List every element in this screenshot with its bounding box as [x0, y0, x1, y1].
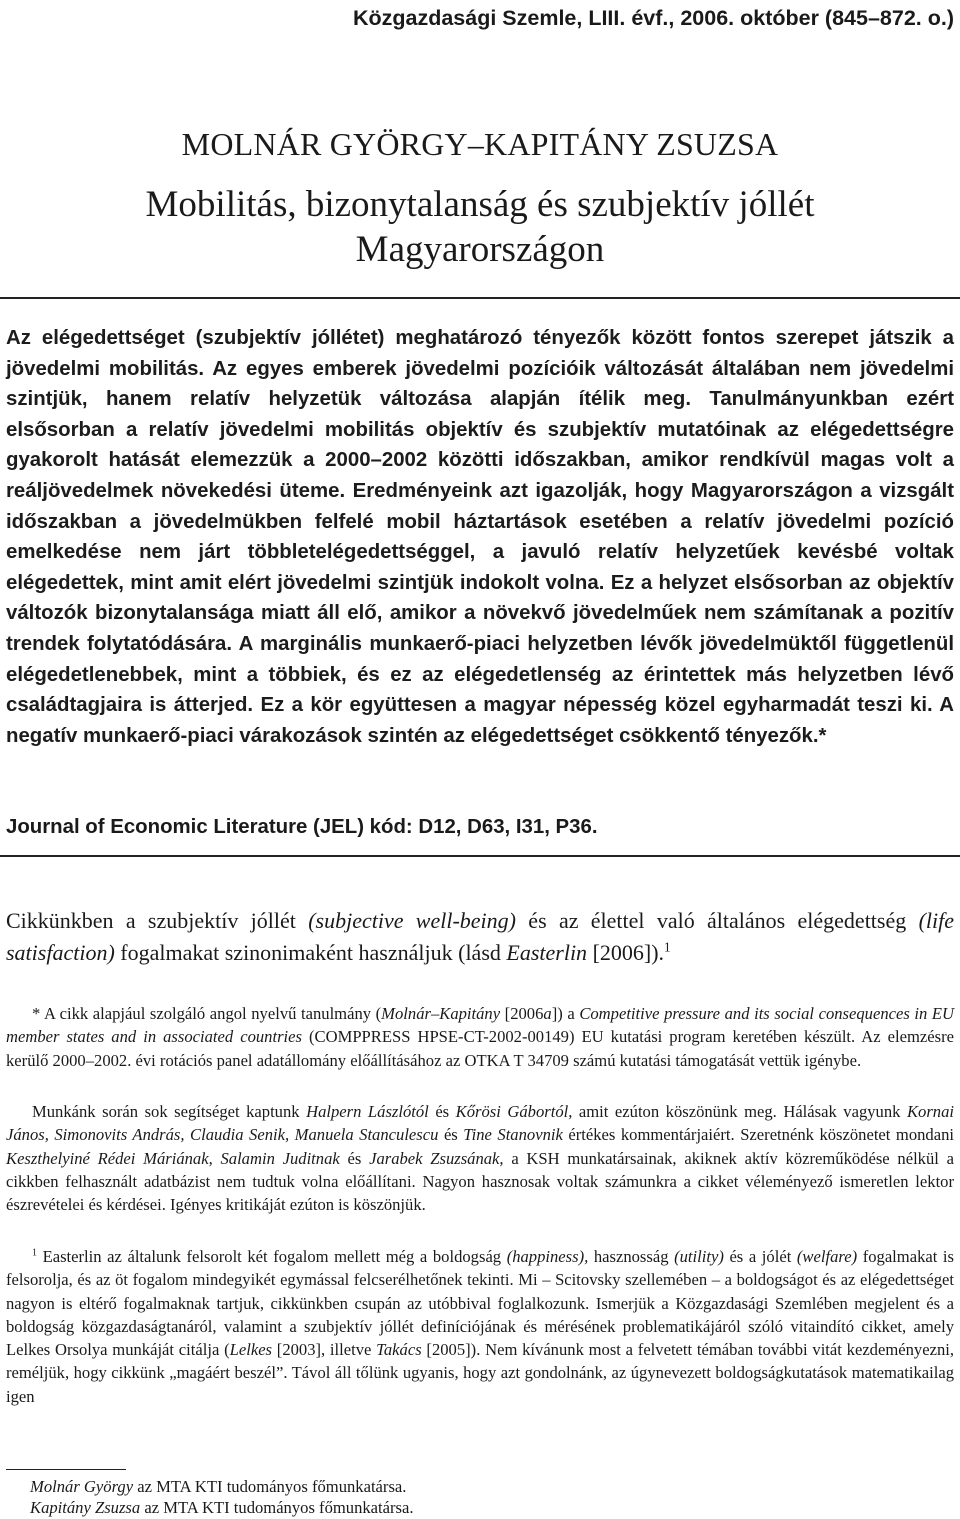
- abstract-bottom-rule: [0, 855, 960, 857]
- article-authors: MOLNÁR GYÖRGY–KAPITÁNY ZSUZSA: [181, 126, 779, 162]
- affiliation-2: Kapitány Zsuzsa az MTA KTI tudományos főmunkatársa.: [30, 1498, 414, 1517]
- title-line-2: Magyarországon: [355, 229, 605, 270]
- footnote-acknowledgements: Munkánk során sok segítséget kaptunk Halpern Lászlótól és Kőrösi Gábortól, amit ezúton köszönünk meg. Hálásak vagyunk Kornai János, Simonovits András, Claudia Senik, Manuela Stanculescu és Tine Stanovnik értékes kommentárjaiért. Szeretnénk köszönetet mondani Keszthelyiné Rédei Máriának, Salamin Juditnak és Jarabek Zsuzsának, a KSH munkatársainak, akiknek aktív közreműködése nélkül a cikkben felhasznált adatbázist nem tudtuk volna előállítani. Nagyon hasznosak voltak számunkra a cikket véleményező ismeretlen lektor észrevételei és kérdései. Igényes kritikáját ezúton is köszönjük.: [6, 1102, 954, 1215]
- journal-citation: Közgazdasági Szemle, LIII. évf., 2006. október (845–872. o.): [352, 6, 954, 30]
- affiliation-1: Molnár György az MTA KTI tudományos főmunkatársa.: [30, 1477, 407, 1496]
- article-title: [40, 182, 920, 272]
- title-line-1: Mobilitás, bizonytalanság és szubjektív jóllét: [145, 184, 815, 225]
- abstract-text: Az elégedettséget (szubjektív jóllétet) meghatározó tényezők között fontos szerepet játszik a jövedelmi mobilitás. Az egyes emberek jövedelmi pozícióik változását általában nem jövedelmi szintjük, hanem relatív helyzetük változása alapján ítélik meg. Tanulmányunkban ezért elsősorban a relatív jövedelmi mobilitás objektív és szubjektív mutatóinak az elégedettségre gyakorolt hatását elemezzük a 2000–2002 közötti időszakban, amikor rendkívül magas volt a reáljövedelmek növekedési üteme. Eredményeink azt igazolják, hogy Magyarországon a vizsgált időszakban a jövedelmükben felfelé mobil háztartások esetében a relatív jövedelmi pozíció emelkedése nem járt többletelégedettséggel, a javuló relatív helyzetűek kevésbé voltak elégedettek, mint amit elért jövedelmi szintjük indokolt volna. Ez a helyzet elsősorban az objektív változók bizonytalansága miatt áll elő, amikor a növekvő jövedelműek nem számítanak a pozitív trendek folytatódására. A marginális munkaerő-piaci helyzetben lévők jövedelmüktől függetlenül elégedetlenebbek, mint a többiek, és ez az elégedetlenség az érintettek más helyzetben lévő családtagjaira is átterjed. Ez a kör együttesen a magyar népesség közel egyharmadát teszi ki. A negatív munkaerő-piaci várakozások szintén az elégedettséget csökkentő tényezők.*: [6, 327, 954, 747]
- footnote-star: * A cikk alapjául szolgáló angol nyelvű tanulmány (Molnár–Kapitány [2006a]) a Competitive pressure and its social consequences in EU member states and in associated countries (COMPPRESS HPSE-CT-2002-00149) EU kutatási program keretében készült. Az elemzésre kerülő 2000–2002. évi rotációs panel adatállomány előállításához az OTKA T 34709 számú kutatási támogatását vettük igénybe.: [6, 1004, 955, 1070]
- footnote-ref-1: 1: [664, 939, 671, 955]
- footnote-1: $^1$ Easterlin az általunk felsorolt két fogalom mellett még a boldogság (happiness), hasznosság (utility) és a jólét (welfare) fogalmakat is felsorolja, és az öt fogalom mindegyikét egymással felcserélhetőnek tekinti. Mi – Scitovsky szellemében – a boldogságot és az elégedettséget nagyon is eltérő fogalmaknak tartjuk, cikkünkben csupán az utóbbival foglalkozunk. Ismerjük a Közgazdasági Szemlében megjelent és a boldogság közgazdaságtanáról, valamint a szubjektív jóllét definíciójának és mérésének problematikájáról szóló vitaindító cikket, amely Lelkes Orsolya munkáját citálja (Lelkes [2003], illetve Takács [2005]). Nem kívánunk most a felvetett témában további vitát kezdeményezni, reméljük, hogy cikkünk „magáért beszél”. Távol áll tőlünk ugyanis, hogy azt gondolnánk, az úgynevezett boldogságkutatások matematikailag igen: [6, 1247, 954, 1406]
- affiliation-rule: [6, 1469, 126, 1470]
- jel-codes: Journal of Economic Literature (JEL) kód: D12, D63, I31, P36.: [6, 816, 598, 838]
- abstract-top-rule: [0, 297, 960, 299]
- body-paragraph: Cikkünkben a szubjektív jóllét (subjective well-being) és az élettel való általános elégedettség (life satisfaction) fogalmakat szinonimaként használjuk (lásd Easterlin [2006]).$^1$: [6, 908, 954, 965]
